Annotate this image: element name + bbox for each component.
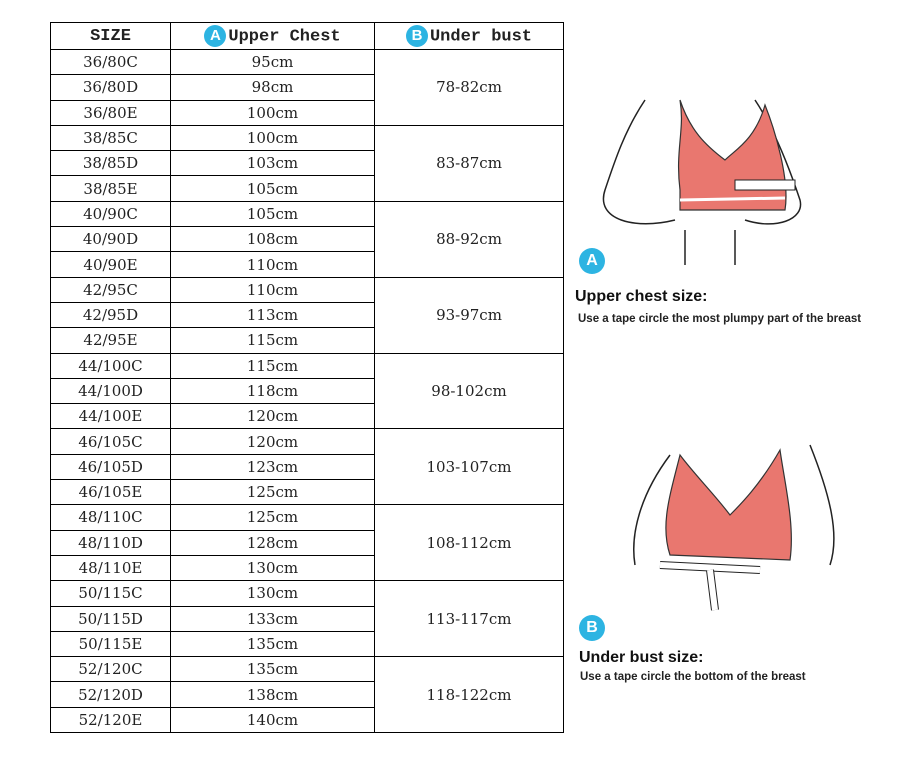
upper-chest-title: Upper chest size: bbox=[575, 288, 708, 305]
under-bust-cell: 113-117cm bbox=[375, 581, 564, 657]
size-cell: 42/95C bbox=[51, 277, 171, 302]
upper-chest-cell: 105cm bbox=[171, 176, 375, 201]
size-cell: 36/80E bbox=[51, 100, 171, 125]
size-cell: 44/100C bbox=[51, 353, 171, 378]
table-row bbox=[51, 429, 564, 454]
size-cell: 50/115D bbox=[51, 606, 171, 631]
size-cell: 40/90E bbox=[51, 252, 171, 277]
under-bust-desc: Use a tape circle the bottom of the breast bbox=[580, 671, 806, 683]
under-bust-cell: 83-87cm bbox=[375, 125, 564, 201]
upper-chest-cell: 125cm bbox=[171, 480, 375, 505]
upper-chest-cell: 118cm bbox=[171, 378, 375, 403]
upper-chest-desc: Use a tape circle the most plumpy part of the breast bbox=[578, 313, 862, 325]
under-bust-cell: 88-92cm bbox=[375, 201, 564, 277]
under-bust-cell: 103-107cm bbox=[375, 429, 564, 505]
upper-chest-cell: 103cm bbox=[171, 151, 375, 176]
upper-chest-cell: 110cm bbox=[171, 252, 375, 277]
under-bust-cell: 118-122cm bbox=[375, 657, 564, 733]
size-cell: 50/115E bbox=[51, 631, 171, 656]
upper-chest-cell: 138cm bbox=[171, 682, 375, 707]
header-upper-chest: A Upper Chest bbox=[171, 23, 375, 50]
table-row bbox=[51, 505, 564, 530]
size-cell: 52/120E bbox=[51, 707, 171, 732]
under-bust-cell: 108-112cm bbox=[375, 505, 564, 581]
upper-chest-illustration bbox=[585, 90, 815, 270]
size-cell: 44/100E bbox=[51, 404, 171, 429]
upper-chest-cell: 100cm bbox=[171, 125, 375, 150]
table-row bbox=[51, 657, 564, 682]
upper-chest-cell: 135cm bbox=[171, 657, 375, 682]
table-row bbox=[51, 277, 564, 302]
upper-chest-cell: 130cm bbox=[171, 581, 375, 606]
upper-chest-cell: 115cm bbox=[171, 328, 375, 353]
upper-chest-cell: 115cm bbox=[171, 353, 375, 378]
under-bust-cell: 93-97cm bbox=[375, 277, 564, 353]
size-cell: 38/85D bbox=[51, 151, 171, 176]
table-row bbox=[51, 201, 564, 226]
badge-a-icon: A bbox=[204, 25, 226, 47]
upper-chest-cell: 95cm bbox=[171, 50, 375, 75]
under-bust-cell: 78-82cm bbox=[375, 50, 564, 126]
upper-chest-cell: 100cm bbox=[171, 100, 375, 125]
upper-chest-cell: 98cm bbox=[171, 75, 375, 100]
under-bust-illustration bbox=[620, 435, 850, 615]
under-bust-title: Under bust size: bbox=[579, 649, 704, 666]
upper-chest-cell: 120cm bbox=[171, 404, 375, 429]
size-cell: 44/100D bbox=[51, 378, 171, 403]
size-cell: 36/80C bbox=[51, 50, 171, 75]
upper-chest-cell: 130cm bbox=[171, 555, 375, 580]
size-cell: 48/110D bbox=[51, 530, 171, 555]
size-cell: 48/110C bbox=[51, 505, 171, 530]
upper-chest-cell: 110cm bbox=[171, 277, 375, 302]
size-cell: 46/105D bbox=[51, 454, 171, 479]
upper-chest-cell: 108cm bbox=[171, 227, 375, 252]
upper-chest-cell: 128cm bbox=[171, 530, 375, 555]
badge-b-icon: B bbox=[406, 25, 428, 47]
table-row bbox=[51, 581, 564, 606]
header-under-bust: B Under bust bbox=[375, 23, 564, 50]
upper-chest-cell: 123cm bbox=[171, 454, 375, 479]
upper-chest-cell: 120cm bbox=[171, 429, 375, 454]
size-cell: 48/110E bbox=[51, 555, 171, 580]
upper-chest-cell: 140cm bbox=[171, 707, 375, 732]
size-cell: 42/95E bbox=[51, 328, 171, 353]
size-cell: 52/120C bbox=[51, 657, 171, 682]
size-cell: 40/90C bbox=[51, 201, 171, 226]
upper-chest-cell: 135cm bbox=[171, 631, 375, 656]
upper-chest-cell: 113cm bbox=[171, 302, 375, 327]
badge-b-icon: B bbox=[579, 615, 605, 641]
size-chart-table bbox=[50, 22, 564, 733]
upper-chest-cell: 125cm bbox=[171, 505, 375, 530]
upper-chest-cell: 133cm bbox=[171, 606, 375, 631]
size-cell: 42/95D bbox=[51, 302, 171, 327]
under-bust-cell: 98-102cm bbox=[375, 353, 564, 429]
size-cell: 40/90D bbox=[51, 227, 171, 252]
size-cell: 38/85E bbox=[51, 176, 171, 201]
table-row bbox=[51, 353, 564, 378]
upper-chest-cell: 105cm bbox=[171, 201, 375, 226]
size-cell: 38/85C bbox=[51, 125, 171, 150]
size-cell: 52/120D bbox=[51, 682, 171, 707]
size-cell: 50/115C bbox=[51, 581, 171, 606]
table-row bbox=[51, 125, 564, 150]
size-cell: 36/80D bbox=[51, 75, 171, 100]
size-cell: 46/105C bbox=[51, 429, 171, 454]
size-cell: 46/105E bbox=[51, 480, 171, 505]
header-size: SIZE bbox=[51, 23, 171, 50]
badge-a-icon: A bbox=[579, 248, 605, 274]
table-row bbox=[51, 50, 564, 75]
